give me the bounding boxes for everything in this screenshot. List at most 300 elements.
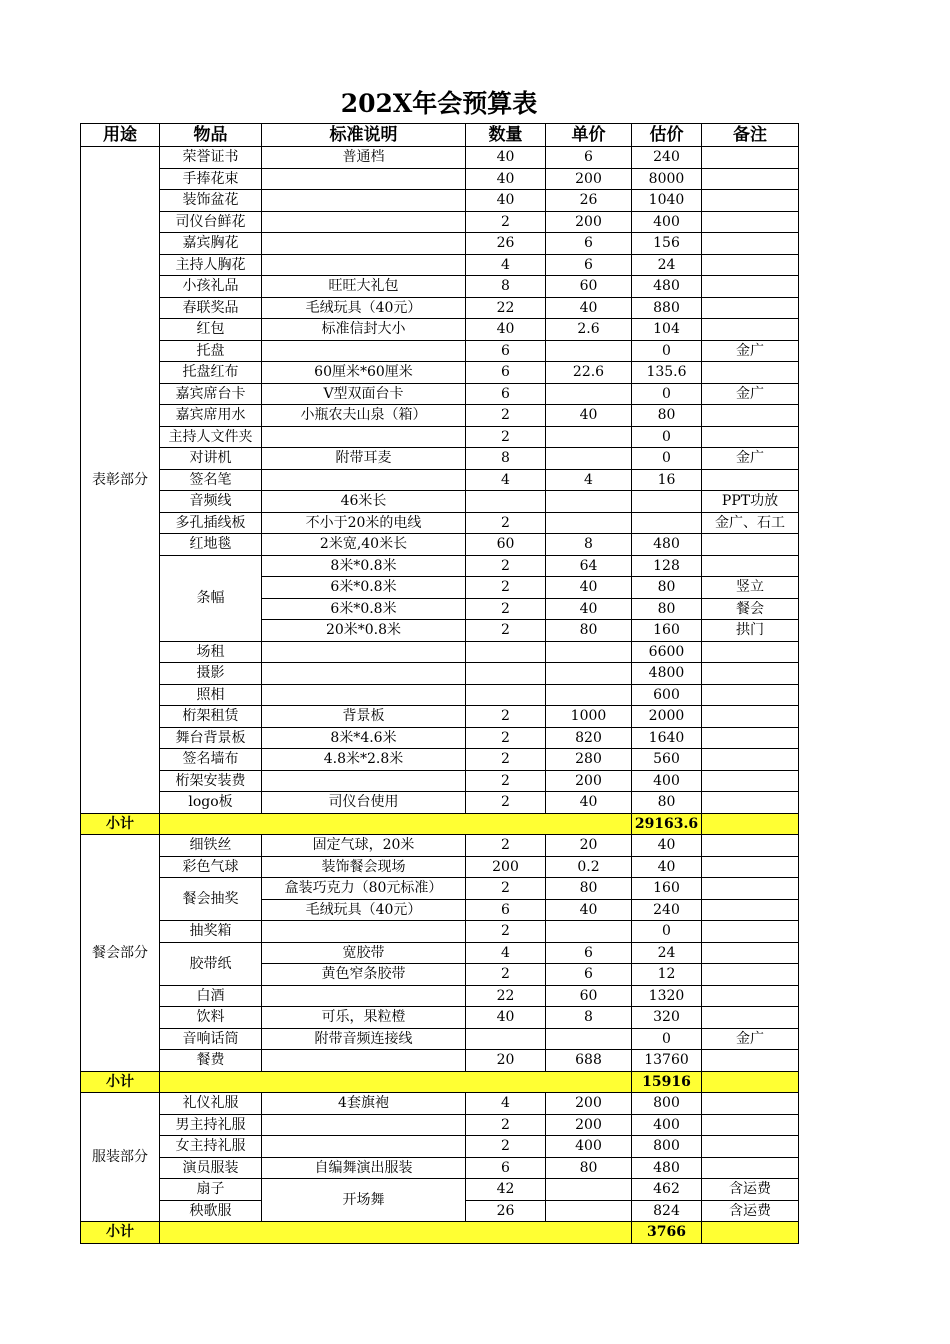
- cell-remarks: 竖立: [702, 577, 799, 599]
- cell-item: 舞台背景板: [160, 727, 262, 749]
- cell-unit-price: [546, 1028, 632, 1050]
- cell-remarks: [702, 964, 799, 986]
- cell-estimate: 800: [632, 1093, 702, 1115]
- table-row: [81, 254, 799, 276]
- cell-spec: 小瓶农夫山泉（箱）: [262, 405, 466, 427]
- cell-unit-price: 80: [546, 878, 632, 900]
- header-row: [81, 124, 799, 147]
- cell-unit-price: 40: [546, 899, 632, 921]
- cell-remarks: [702, 942, 799, 964]
- cell-item: 抽奖箱: [160, 921, 262, 943]
- cell-remarks: [702, 985, 799, 1007]
- cell-quantity: [466, 641, 546, 663]
- cell-remarks: [702, 190, 799, 212]
- header-usage: 用途: [81, 124, 160, 147]
- cell-estimate: 824: [632, 1200, 702, 1222]
- cell-spec: [262, 641, 466, 663]
- cell-spec: [262, 663, 466, 685]
- cell-spec: [262, 254, 466, 276]
- cell-item: 对讲机: [160, 448, 262, 470]
- cell-estimate: 24: [632, 254, 702, 276]
- cell-spec: 20米*0.8米: [262, 620, 466, 642]
- cell-unit-price: 40: [546, 598, 632, 620]
- cell-quantity: 4: [466, 469, 546, 491]
- cell-spec: 毛绒玩具（40元）: [262, 899, 466, 921]
- category-cell: 表彰部分: [81, 147, 160, 814]
- cell-item: 主持人胸花: [160, 254, 262, 276]
- cell-remarks: [702, 1093, 799, 1115]
- header-spec: 标准说明: [262, 124, 466, 147]
- cell-unit-price: 60: [546, 985, 632, 1007]
- subtotal-value: 3766: [632, 1222, 702, 1244]
- cell-remarks: 含运费: [702, 1179, 799, 1201]
- cell-item: 多孔插线板: [160, 512, 262, 534]
- table-row: [81, 1093, 799, 1115]
- header-item: 物品: [160, 124, 262, 147]
- category-cell: 餐会部分: [81, 835, 160, 1072]
- cell-quantity: 2: [466, 555, 546, 577]
- cell-spec: [262, 1050, 466, 1072]
- cell-quantity: 42: [466, 1179, 546, 1201]
- header-remarks: 备注: [702, 124, 799, 147]
- cell-remarks: 拱门: [702, 620, 799, 642]
- table-row: [81, 1050, 799, 1072]
- cell-remarks: [702, 792, 799, 814]
- table-row: [81, 297, 799, 319]
- cell-quantity: 2: [466, 620, 546, 642]
- cell-item: 照相: [160, 684, 262, 706]
- cell-unit-price: 688: [546, 1050, 632, 1072]
- cell-unit-price: 40: [546, 297, 632, 319]
- cell-remarks: [702, 147, 799, 169]
- subtotal-row: [81, 1222, 799, 1244]
- cell-remarks: [702, 297, 799, 319]
- subtotal-value: 15916: [632, 1071, 702, 1093]
- table-row: [81, 469, 799, 491]
- cell-estimate: 24: [632, 942, 702, 964]
- cell-unit-price: 40: [546, 792, 632, 814]
- cell-item: 春联奖品: [160, 297, 262, 319]
- table-row: [81, 1179, 799, 1201]
- cell-item: 演员服装: [160, 1157, 262, 1179]
- cell-estimate: 156: [632, 233, 702, 255]
- cell-remarks: [702, 770, 799, 792]
- subtotal-remarks: [702, 813, 799, 835]
- cell-estimate: 40: [632, 856, 702, 878]
- cell-spec: 司仪台使用: [262, 792, 466, 814]
- cell-spec: [262, 684, 466, 706]
- cell-estimate: 160: [632, 620, 702, 642]
- table-row: [81, 426, 799, 448]
- cell-spec: 宽胶带: [262, 942, 466, 964]
- cell-estimate: 400: [632, 770, 702, 792]
- cell-remarks: [702, 899, 799, 921]
- cell-remarks: [702, 727, 799, 749]
- cell-item: 小孩礼品: [160, 276, 262, 298]
- cell-quantity: 2: [466, 706, 546, 728]
- cell-quantity: 6: [466, 340, 546, 362]
- cell-remarks: [702, 405, 799, 427]
- cell-quantity: 26: [466, 233, 546, 255]
- cell-estimate: 0: [632, 383, 702, 405]
- cell-unit-price: [546, 512, 632, 534]
- cell-spec: 2米宽,40米长: [262, 534, 466, 556]
- cell-estimate: 880: [632, 297, 702, 319]
- cell-item: 礼仪礼服: [160, 1093, 262, 1115]
- cell-quantity: 4: [466, 942, 546, 964]
- cell-unit-price: 200: [546, 1114, 632, 1136]
- category-cell: 服装部分: [81, 1093, 160, 1222]
- cell-quantity: 2: [466, 964, 546, 986]
- cell-unit-price: [546, 340, 632, 362]
- table-row: [81, 1028, 799, 1050]
- subtotal-remarks: [702, 1071, 799, 1093]
- cell-remarks: [702, 706, 799, 728]
- cell-unit-price: 40: [546, 577, 632, 599]
- cell-quantity: 26: [466, 1200, 546, 1222]
- cell-remarks: [702, 168, 799, 190]
- cell-remarks: 金广: [702, 1028, 799, 1050]
- cell-item: 女主持礼服: [160, 1136, 262, 1158]
- cell-quantity: 2: [466, 211, 546, 233]
- cell-item: 音响话筒: [160, 1028, 262, 1050]
- cell-unit-price: 200: [546, 168, 632, 190]
- cell-item: 桁架安装费: [160, 770, 262, 792]
- cell-item: 彩色气球: [160, 856, 262, 878]
- cell-quantity: 2: [466, 1136, 546, 1158]
- table-row: [81, 1136, 799, 1158]
- cell-spec: [262, 921, 466, 943]
- table-row: [81, 856, 799, 878]
- cell-spec: 8米*4.6米: [262, 727, 466, 749]
- cell-item: 饮料: [160, 1007, 262, 1029]
- cell-item: 红包: [160, 319, 262, 341]
- cell-unit-price: 2.6: [546, 319, 632, 341]
- cell-spec: 开场舞: [262, 1179, 466, 1222]
- cell-unit-price: [546, 1200, 632, 1222]
- cell-quantity: 4: [466, 254, 546, 276]
- cell-quantity: 40: [466, 190, 546, 212]
- cell-quantity: 2: [466, 835, 546, 857]
- cell-quantity: [466, 684, 546, 706]
- cell-item: 条幅: [160, 555, 262, 641]
- cell-quantity: 200: [466, 856, 546, 878]
- cell-remarks: [702, 921, 799, 943]
- cell-estimate: 12: [632, 964, 702, 986]
- cell-item: 托盘红布: [160, 362, 262, 384]
- cell-quantity: 2: [466, 727, 546, 749]
- subtotal-blank: [160, 1222, 632, 1244]
- table-row: [81, 168, 799, 190]
- cell-unit-price: 40: [546, 405, 632, 427]
- subtotal-row: [81, 813, 799, 835]
- cell-item: 主持人文件夹: [160, 426, 262, 448]
- cell-quantity: 40: [466, 1007, 546, 1029]
- cell-remarks: [702, 1157, 799, 1179]
- cell-unit-price: 8: [546, 1007, 632, 1029]
- cell-item: 场租: [160, 641, 262, 663]
- cell-item: 嘉宾胸花: [160, 233, 262, 255]
- subtotal-blank: [160, 1071, 632, 1093]
- cell-remarks: 金广、石工: [702, 512, 799, 534]
- table-row: [81, 319, 799, 341]
- cell-spec: 黄色窄条胶带: [262, 964, 466, 986]
- cell-remarks: [702, 233, 799, 255]
- cell-unit-price: 200: [546, 1093, 632, 1115]
- cell-estimate: 0: [632, 426, 702, 448]
- cell-remarks: [702, 211, 799, 233]
- cell-estimate: 480: [632, 534, 702, 556]
- cell-quantity: 20: [466, 1050, 546, 1072]
- cell-quantity: 2: [466, 1114, 546, 1136]
- table-row: [81, 921, 799, 943]
- cell-quantity: 2: [466, 512, 546, 534]
- table-row: [81, 340, 799, 362]
- cell-quantity: 2: [466, 577, 546, 599]
- table-row: [81, 942, 799, 964]
- table-row: [81, 835, 799, 857]
- cell-quantity: 2: [466, 878, 546, 900]
- cell-remarks: [702, 878, 799, 900]
- cell-remarks: [702, 319, 799, 341]
- cell-unit-price: [546, 663, 632, 685]
- cell-estimate: 6600: [632, 641, 702, 663]
- cell-unit-price: [546, 383, 632, 405]
- cell-spec: 8米*0.8米: [262, 555, 466, 577]
- table-row: [81, 727, 799, 749]
- cell-unit-price: 8: [546, 534, 632, 556]
- cell-item: 胶带纸: [160, 942, 262, 985]
- cell-estimate: 1040: [632, 190, 702, 212]
- cell-spec: [262, 1114, 466, 1136]
- table-row: [81, 276, 799, 298]
- cell-quantity: [466, 491, 546, 513]
- cell-quantity: 22: [466, 297, 546, 319]
- cell-remarks: [702, 684, 799, 706]
- cell-quantity: 6: [466, 383, 546, 405]
- cell-estimate: 13760: [632, 1050, 702, 1072]
- cell-estimate: 800: [632, 1136, 702, 1158]
- table-row: [81, 405, 799, 427]
- cell-quantity: 2: [466, 598, 546, 620]
- cell-unit-price: [546, 641, 632, 663]
- table-row: [81, 770, 799, 792]
- cell-estimate: 80: [632, 792, 702, 814]
- cell-spec: [262, 426, 466, 448]
- cell-estimate: 80: [632, 577, 702, 599]
- cell-estimate: 0: [632, 1028, 702, 1050]
- cell-unit-price: 64: [546, 555, 632, 577]
- cell-estimate: [632, 512, 702, 534]
- table-row: [81, 512, 799, 534]
- cell-remarks: [702, 1136, 799, 1158]
- cell-quantity: [466, 663, 546, 685]
- cell-estimate: 104: [632, 319, 702, 341]
- cell-estimate: 400: [632, 211, 702, 233]
- cell-item: 桁架租赁: [160, 706, 262, 728]
- cell-unit-price: 6: [546, 964, 632, 986]
- subtotal-label: 小计: [81, 1071, 160, 1093]
- cell-estimate: 128: [632, 555, 702, 577]
- cell-remarks: 餐会: [702, 598, 799, 620]
- cell-unit-price: 20: [546, 835, 632, 857]
- table-row: [81, 491, 799, 513]
- table-row: [81, 1157, 799, 1179]
- cell-item: 摄影: [160, 663, 262, 685]
- cell-quantity: 2: [466, 770, 546, 792]
- header-estimate: 估价: [632, 124, 702, 147]
- cell-spec: 背景板: [262, 706, 466, 728]
- cell-item: 餐费: [160, 1050, 262, 1072]
- cell-item: 白酒: [160, 985, 262, 1007]
- cell-spec: 普通档: [262, 147, 466, 169]
- cell-remarks: [702, 469, 799, 491]
- cell-unit-price: 6: [546, 254, 632, 276]
- cell-spec: [262, 340, 466, 362]
- table-row: [81, 1114, 799, 1136]
- cell-estimate: 480: [632, 1157, 702, 1179]
- table-row: [81, 362, 799, 384]
- cell-unit-price: 200: [546, 211, 632, 233]
- cell-spec: 自编舞演出服装: [262, 1157, 466, 1179]
- table-row: [81, 684, 799, 706]
- cell-spec: 附带音频连接线: [262, 1028, 466, 1050]
- table-row: [81, 233, 799, 255]
- cell-estimate: 0: [632, 921, 702, 943]
- cell-quantity: 2: [466, 405, 546, 427]
- header-unit-price: 单价: [546, 124, 632, 147]
- cell-quantity: 60: [466, 534, 546, 556]
- cell-spec: 附带耳麦: [262, 448, 466, 470]
- cell-spec: 装饰餐会现场: [262, 856, 466, 878]
- table-row: [81, 147, 799, 169]
- cell-spec: 旺旺大礼包: [262, 276, 466, 298]
- cell-spec: [262, 985, 466, 1007]
- cell-unit-price: [546, 448, 632, 470]
- cell-unit-price: 60: [546, 276, 632, 298]
- cell-item: 餐会抽奖: [160, 878, 262, 921]
- cell-unit-price: 80: [546, 620, 632, 642]
- cell-spec: 4.8米*2.8米: [262, 749, 466, 771]
- cell-remarks: [702, 555, 799, 577]
- cell-item: 红地毯: [160, 534, 262, 556]
- cell-item: 男主持礼服: [160, 1114, 262, 1136]
- cell-estimate: 320: [632, 1007, 702, 1029]
- cell-spec: 盒装巧克力（80元标准）: [262, 878, 466, 900]
- cell-spec: 4套旗袍: [262, 1093, 466, 1115]
- cell-estimate: [632, 491, 702, 513]
- cell-quantity: [466, 1028, 546, 1050]
- cell-spec: [262, 1136, 466, 1158]
- cell-estimate: 1320: [632, 985, 702, 1007]
- cell-remarks: [702, 749, 799, 771]
- sheet-title: 202X年会预算表: [340, 89, 538, 118]
- cell-item: 托盘: [160, 340, 262, 362]
- cell-spec: V型双面台卡: [262, 383, 466, 405]
- cell-remarks: [702, 856, 799, 878]
- cell-estimate: 480: [632, 276, 702, 298]
- table-row: [81, 641, 799, 663]
- cell-item: 音频线: [160, 491, 262, 513]
- cell-spec: 可乐，果粒橙: [262, 1007, 466, 1029]
- cell-spec: 60厘米*60厘米: [262, 362, 466, 384]
- cell-quantity: 2: [466, 921, 546, 943]
- table-row: [81, 448, 799, 470]
- cell-remarks: [702, 254, 799, 276]
- table-row: [81, 663, 799, 685]
- cell-estimate: 80: [632, 598, 702, 620]
- cell-remarks: PPT功放: [702, 491, 799, 513]
- cell-spec: 固定气球，20米: [262, 835, 466, 857]
- cell-quantity: 2: [466, 426, 546, 448]
- table-row: [81, 211, 799, 233]
- subtotal-row: [81, 1071, 799, 1093]
- cell-unit-price: 0.2: [546, 856, 632, 878]
- cell-unit-price: 6: [546, 942, 632, 964]
- table-row: [81, 985, 799, 1007]
- cell-unit-price: 280: [546, 749, 632, 771]
- cell-estimate: 135.6: [632, 362, 702, 384]
- cell-unit-price: [546, 426, 632, 448]
- cell-estimate: 2000: [632, 706, 702, 728]
- cell-estimate: 8000: [632, 168, 702, 190]
- cell-spec: [262, 211, 466, 233]
- cell-remarks: 金广: [702, 383, 799, 405]
- cell-quantity: 40: [466, 147, 546, 169]
- cell-remarks: [702, 426, 799, 448]
- cell-spec: 6米*0.8米: [262, 577, 466, 599]
- cell-unit-price: 1000: [546, 706, 632, 728]
- cell-spec: 毛绒玩具（40元）: [262, 297, 466, 319]
- cell-spec: 6米*0.8米: [262, 598, 466, 620]
- cell-item: 秧歌服: [160, 1200, 262, 1222]
- cell-unit-price: 400: [546, 1136, 632, 1158]
- cell-quantity: 8: [466, 448, 546, 470]
- cell-item: logo板: [160, 792, 262, 814]
- table-row: [81, 749, 799, 771]
- cell-quantity: 4: [466, 1093, 546, 1115]
- cell-remarks: [702, 1050, 799, 1072]
- subtotal-label: 小计: [81, 813, 160, 835]
- cell-unit-price: 200: [546, 770, 632, 792]
- cell-estimate: 0: [632, 340, 702, 362]
- cell-quantity: 8: [466, 276, 546, 298]
- cell-spec: 标准信封大小: [262, 319, 466, 341]
- budget-table: [80, 123, 799, 1244]
- cell-remarks: 金广: [702, 448, 799, 470]
- cell-spec: [262, 190, 466, 212]
- table-row: [81, 534, 799, 556]
- cell-quantity: 22: [466, 985, 546, 1007]
- cell-unit-price: 6: [546, 233, 632, 255]
- cell-unit-price: 4: [546, 469, 632, 491]
- subtotal-blank: [160, 813, 632, 835]
- cell-item: 嘉宾席用水: [160, 405, 262, 427]
- cell-spec: [262, 469, 466, 491]
- cell-quantity: 40: [466, 168, 546, 190]
- cell-unit-price: [546, 921, 632, 943]
- cell-estimate: 462: [632, 1179, 702, 1201]
- cell-unit-price: [546, 491, 632, 513]
- cell-quantity: 2: [466, 792, 546, 814]
- table-row: [81, 555, 799, 577]
- cell-spec: [262, 168, 466, 190]
- cell-unit-price: [546, 684, 632, 706]
- cell-remarks: [702, 835, 799, 857]
- cell-item: 签名墙布: [160, 749, 262, 771]
- cell-estimate: 560: [632, 749, 702, 771]
- cell-quantity: 40: [466, 319, 546, 341]
